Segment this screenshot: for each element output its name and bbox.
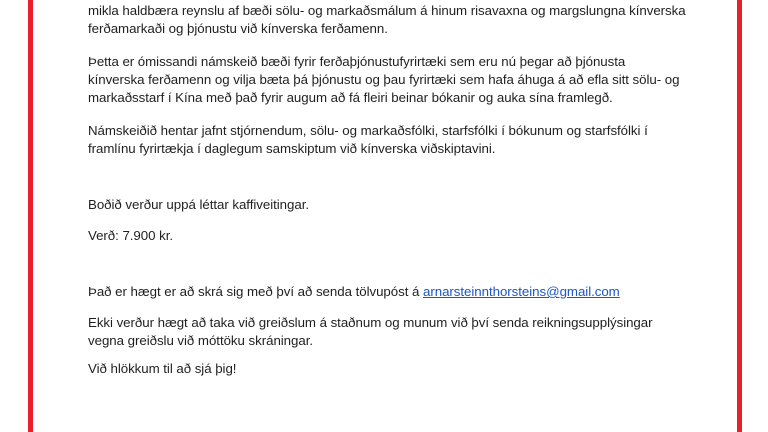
- paragraph-line: markaðsstarf í Kína með það fyrir augum að fá fleiri beinar bókanir og auka sína framlegð.: [88, 90, 613, 105]
- email-link[interactable]: arnarsteinnthorsteins@gmail.com: [423, 284, 620, 299]
- page-border-right: [737, 0, 742, 432]
- paragraph-line: Námskeiðið hentar jafnt stjórnendum, sölu- og markaðsfólki, starfsfólki í bókunum og starfsfólki í: [88, 123, 648, 138]
- paragraph-payment: [88, 314, 688, 350]
- paragraph-line: framlínu fyrirtækja í daglegum samskiptum við kínverska viðskiptavini.: [88, 141, 496, 156]
- paragraph-line: Þetta er ómissandi námskeið bæði fyrir ferðaþjónustufyrirtæki sem eru nú þegar að þjónusta: [88, 54, 626, 69]
- page-border-left: [28, 0, 33, 432]
- paragraph-line: vegna greiðslu við móttöku skráningar.: [88, 333, 314, 348]
- paragraph-intro: [88, 2, 688, 38]
- paragraph-registration: [88, 283, 688, 301]
- paragraph-line: Ekki verður hægt að taka við greiðslum á staðnum og munum við því senda reikningsupplýsingar: [88, 315, 653, 330]
- paragraph-price: Verð: 7.900 kr.: [88, 228, 173, 243]
- paragraph-refreshments: Boðið verður uppá léttar kaffiveitingar.: [88, 197, 309, 212]
- paragraph-line: ferðamarkaði og þjónustu við kínverska ferðamenn.: [88, 21, 388, 36]
- paragraph-line: mikla haldbæra reynslu af bæði sölu- og markaðsmálum á hinum risavaxna og margslungna kínverska: [88, 3, 686, 18]
- registration-text: Það er hægt er að skrá sig með því að senda tölvupóst á: [88, 284, 423, 299]
- paragraph-line: kínverska ferðamenn og vilja bæta þá þjónustu og þau fyrirtæki sem hafa áhuga á að efla sitt sölu- og: [88, 72, 680, 87]
- paragraph-audience: [88, 122, 688, 158]
- paragraph-course-description: [88, 53, 688, 107]
- paragraph-closing: Við hlökkum til að sjá þig!: [88, 361, 237, 376]
